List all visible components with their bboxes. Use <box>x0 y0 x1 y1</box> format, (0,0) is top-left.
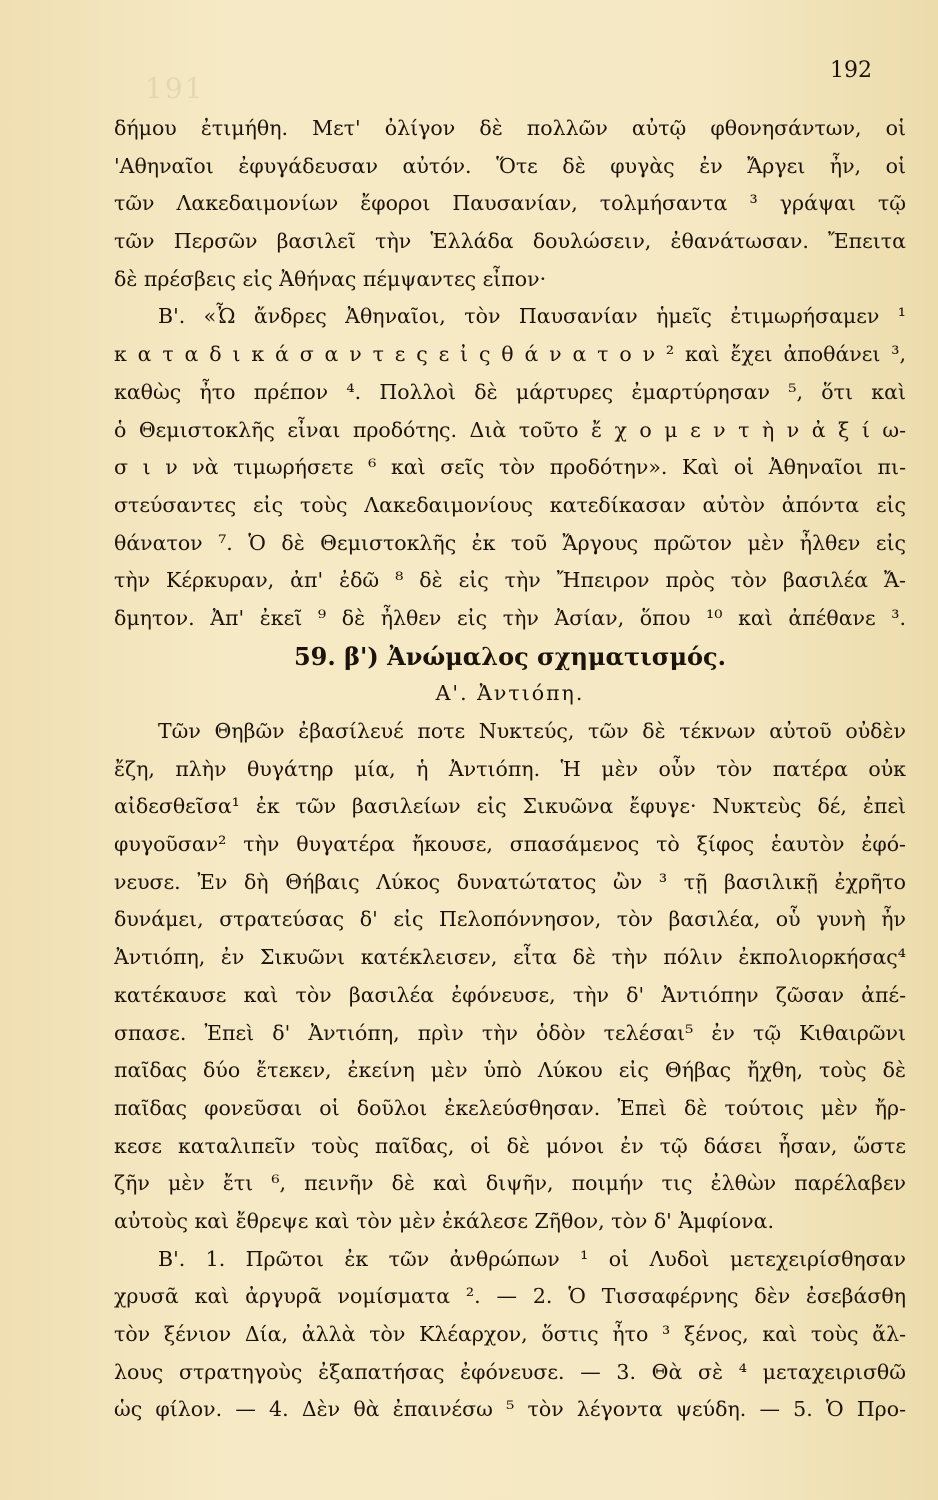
text-line: ὁ Θεμιστοκλῆς εἶναι προδότης. Διὰ τοῦτο ἔ χ ο μ ε ν τ ὴ ν ἀ ξ ί ω- <box>114 417 906 442</box>
text-line: 'Αθηναῖοι ἐφυγάδευσαν αὐτόν. Ὅτε δὲ φυγὰς ἐν Ἄργει ἦν, οἱ <box>114 153 906 178</box>
text-line: αἰδεσθεῖσα¹ ἐκ τῶν βασιλείων εἰς Σικυῶνα ἔφυγε· Νυκτεὺς δέ, ἐπεὶ <box>114 794 906 819</box>
text-line: νευσε. Ἐν δὴ Θήβαις Λύκος δυνατώτατος ὢν ³ τῇ βασιλικῇ ἐχρῆτο <box>114 869 906 894</box>
text-line: σ ι ν νὰ τιμωρήσετε ⁶ καὶ σεῖς τὸν προδότην». Καὶ οἱ Ἀθηναῖοι πι- <box>114 455 906 480</box>
text-line: στεύσαντες εἰς τοὺς Λακεδαιμονίους κατεδίκασαν αὐτὸν ἀπόντα εἰς <box>114 492 906 517</box>
text-line: παῖδας δύο ἔτεκεν, ἐκείνη μὲν ὑπὸ Λύκου εἰς Θήβας ἤχθη, τοὺς δὲ <box>114 1058 906 1083</box>
text-line: χρυσᾶ καὶ ἀργυρᾶ νομίσματα ². — 2. Ὁ Τισσαφέρνης δὲν ἐσεβάσθη <box>114 1284 906 1309</box>
text-line: δυνάμει, στρατεύσας δ' εἰς Πελοπόννησον, τὸν βασιλέα, οὗ γυνὴ ἦν <box>114 907 906 932</box>
text-line: κ α τ α δ ι κ ά σ α ν τ ε ς ε ἰ ς θ ά ν α τ ο ν ² καὶ ἔχει ἀποθάνει ³, <box>114 342 906 367</box>
text-line: κεσε καταλιπεῖν τοὺς παῖδας, οἱ δὲ μόνοι ἐν τῷ δάσει ἦσαν, ὥστε <box>114 1133 906 1158</box>
text-line: ζῆν μὲν ἔτι ⁶, πεινῆν δὲ καὶ διψῆν, ποιμήν τις ἐλθὼν παρέλαβεν <box>114 1171 906 1196</box>
text-block <box>114 110 906 1429</box>
text-line: τῶν Λακεδαιμονίων ἔφοροι Παυσανίαν, τολμήσαντα ³ γράψαι τῷ <box>114 191 906 216</box>
text-line: δμητον. Ἀπ' ἐκεῖ ⁹ δὲ ἦλθεν εἰς τὴν Ἀσίαν, ὅπου ¹⁰ καὶ ἀπέθανε ³. <box>114 605 906 630</box>
text-line: φυγοῦσαν² τὴν θυγατέρα ἤκουσε, σπασάμενος τὸ ξίφος ἑαυτὸν ἐφό- <box>114 832 906 857</box>
text-line: τὴν Κέρκυραν, ἀπ' ἐδῶ ⁸ δὲ εἰς τὴν Ἤπειρον πρὸς τὸν βασιλέα Ἄ- <box>114 568 906 593</box>
text-line: καθὼς ἦτο πρέπον ⁴. Πολλοὶ δὲ μάρτυρες ἐμαρτύρησαν ⁵, ὅτι καὶ <box>114 379 906 404</box>
bleed-through-page-number: 191 <box>145 72 205 105</box>
text-line: παῖδας φονεῦσαι οἱ δοῦλοι ἐκελεύσθησαν. Ἐπεὶ δὲ τούτοις μὲν ἤρ- <box>114 1095 906 1120</box>
text-line: τὸν ξένιον Δία, ἀλλὰ τὸν Κλέαρχον, ὅστις ἦτο ³ ξένος, καὶ τοὺς ἄλ- <box>114 1322 906 1346</box>
text-line: δήμου ἐτιμήθη. Μετ' ὀλίγον δὲ πολλῶν αὐτῷ φθονησάντων, οἱ <box>114 116 906 140</box>
text-line: Β'. 1. Πρῶτοι ἐκ τῶν ἀνθρώπων ¹ οἱ Λυδοὶ μετεχειρίσθησαν <box>158 1246 906 1271</box>
text-line: Τῶν Θηβῶν ἐβασίλευέ ποτε Νυκτεύς, τῶν δὲ τέκνων αὐτοῦ οὐδὲν <box>158 719 906 743</box>
section-heading: 59. β') Ἀνώμαλος σχηματισμός. <box>293 641 727 671</box>
text-line: ἔζη, πλὴν θυγάτηρ μία, ἡ Ἀντιόπη. Ἡ μὲν οὖν τὸν πατέρα οὐκ <box>114 756 906 781</box>
page-number: 192 <box>830 58 872 83</box>
text-line: Ἀντιόπη, ἐν Σικυῶνι κατέκλεισεν, εἶτα δὲ τὴν πόλιν ἐκπολιορκήσας⁴ <box>114 945 906 970</box>
text-line: λους στρατηγοὺς ἐξαπατήσας ἐφόνευσε. — 3. Θὰ σὲ ⁴ μεταχειρισθῶ <box>114 1359 906 1384</box>
section-subheading: Α'. Ἀντιόπη. <box>435 681 585 706</box>
text-line: θάνατον ⁷. Ὁ δὲ Θεμιστοκλῆς ἐκ τοῦ Ἄργους πρῶτον μὲν ἦλθεν εἰς <box>114 530 906 555</box>
text-line: αὐτοὺς καὶ ἔθρεψε καὶ τὸν μὲν ἐκάλεσε Ζῆθον, τὸν δ' Ἀμφίονα. <box>114 1208 775 1233</box>
text-line: δὲ πρέσβεις εἰς Ἀθήνας πέμψαντες εἶπον· <box>114 266 547 291</box>
text-line: κατέκαυσε καὶ τὸν βασιλέα ἐφόνευσε, τὴν δ' Ἀντιόπην ζῶσαν ἀπέ- <box>114 982 906 1007</box>
text-line: σπασε. Ἐπεὶ δ' Ἀντιόπη, πρὶν τὴν ὁδὸν τελέσαι⁵ ἐν τῷ Κιθαιρῶνι <box>114 1020 906 1045</box>
text-line: τῶν Περσῶν βασιλεῖ τὴν Ἑλλάδα δουλώσειν, ἐθανάτωσαν. Ἔπειτα <box>114 229 906 254</box>
text-line: Β'. «Ὦ ἄνδρες Ἀθηναῖοι, τὸν Παυσανίαν ἡμεῖς ἐτιμωρήσαμεν ¹ <box>158 304 906 329</box>
text-line: ὡς φίλον. — 4. Δὲν θὰ ἐπαινέσω ⁵ τὸν λέγοντα ψεύδη. — 5. Ὁ Προ- <box>114 1397 906 1422</box>
